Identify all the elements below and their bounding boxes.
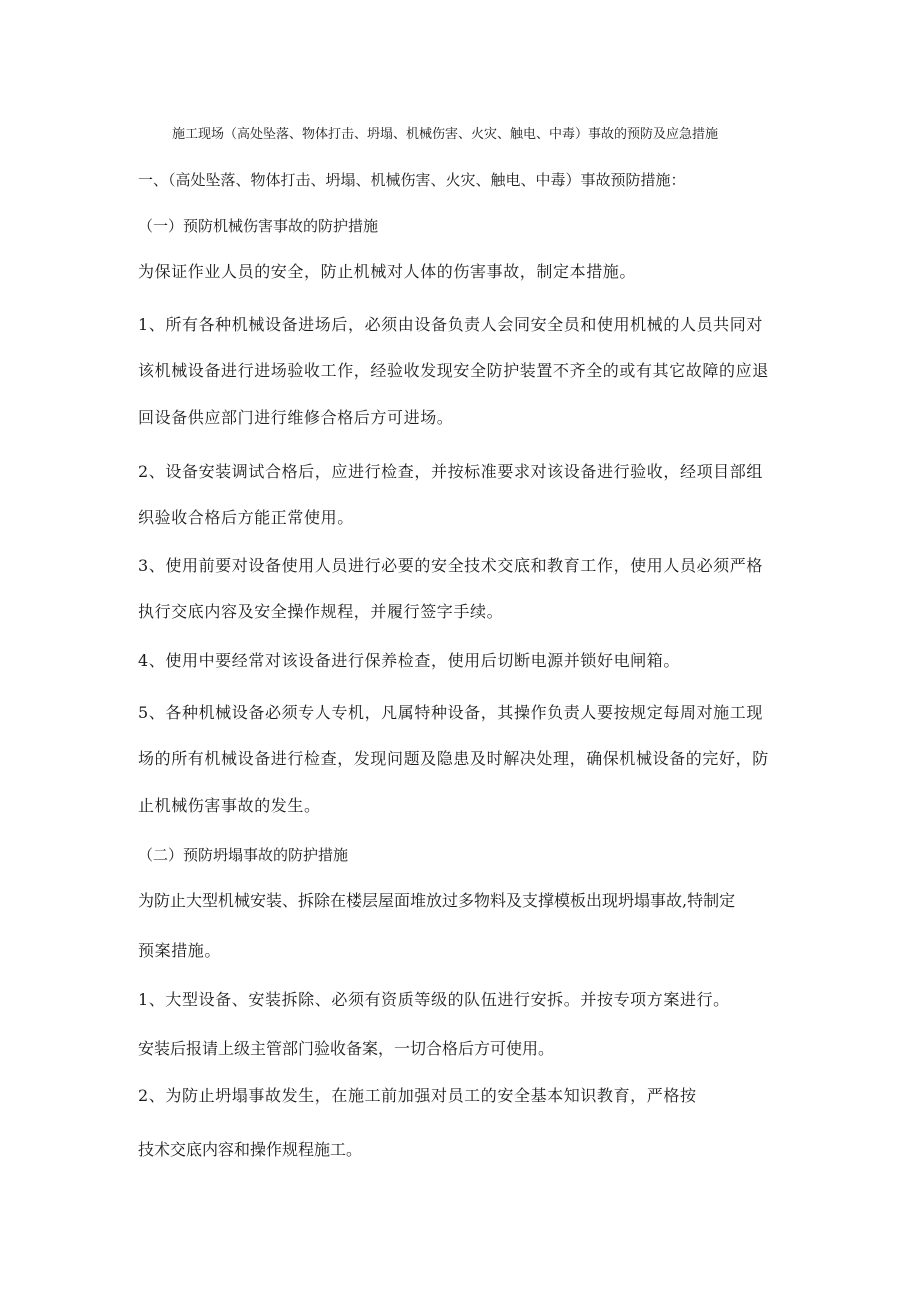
paragraph-line: 3、使用前要对设备使用人员进行必要的安全技术交底和教育工作，使用人员必须严格 bbox=[138, 556, 763, 575]
paragraph-line: 场的所有机械设备进行检查，发现问题及隐患及时解决处理，确保机械设备的完好，防 bbox=[138, 749, 769, 768]
paragraph-line: 执行交底内容及安全操作规程，并履行签字手续。 bbox=[138, 602, 504, 621]
paragraph-line: 4、使用中要经常对该设备进行保养检查，使用后切断电源并锁好电闸箱。 bbox=[138, 651, 680, 670]
paragraph-line: 安装后报请上级主管部门验收备案，一切合格后方可使用。 bbox=[138, 1039, 555, 1058]
paragraph-line: 1、大型设备、安装拆除、必须有资质等级的队伍进行安拆。并按专项方案进行。 bbox=[138, 990, 730, 1009]
paragraph-line: 回设备供应部门进行维修合格后方可进场。 bbox=[138, 408, 454, 427]
paragraph-line: 织验收合格后方能正常使用。 bbox=[138, 508, 354, 527]
document-title: 施工现场（高处坠落、物体打击、坍塌、机械伤害、火灾、触电、中毒）事故的预防及应急措施 bbox=[172, 127, 719, 142]
paragraph-line: 止机械伤害事故的发生。 bbox=[138, 796, 321, 815]
paragraph-line: 为防止大型机械安装、拆除在楼层屋面堆放过多物料及支撑模板出现坍塌事故,特制定 bbox=[138, 891, 736, 910]
paragraph-line: 5、各种机械设备必须专人专机，凡属特种设备，其操作负责人要按规定每周对施工现 bbox=[138, 703, 763, 722]
paragraph-line: 2、为防止坍塌事故发生，在施工前加强对员工的安全基本知识教育，严格按 bbox=[138, 1086, 697, 1105]
paragraph-line: 2、设备安装调试合格后，应进行检查，并按标准要求对该设备进行验收，经项目部组 bbox=[138, 462, 763, 481]
paragraph-line: 预案措施。 bbox=[138, 941, 222, 960]
paragraph-line: 为保证作业人员的安全，防止机械对人体的伤害事故，制定本措施。 bbox=[138, 262, 637, 281]
paragraph-line: 该机械设备进行进场验收工作，经验收发现安全防护装置不齐全的或有其它故障的应退 bbox=[138, 361, 769, 380]
subsection-heading: （二）预防坍塌事故的防护措施 bbox=[138, 846, 349, 864]
subsection-heading: （一）预防机械伤害事故的防护措施 bbox=[138, 217, 379, 235]
section-heading: 一、（高处坠落、物体打击、坍塌、机械伤害、火灾、触电、中毒）事故预防措施： bbox=[138, 171, 686, 189]
paragraph-line: 技术交底内容和操作规程施工。 bbox=[138, 1140, 363, 1159]
paragraph-line: 1、所有各种机械设备进场后，必须由设备负责人会同安全员和使用机械的人员共同对 bbox=[138, 315, 763, 334]
